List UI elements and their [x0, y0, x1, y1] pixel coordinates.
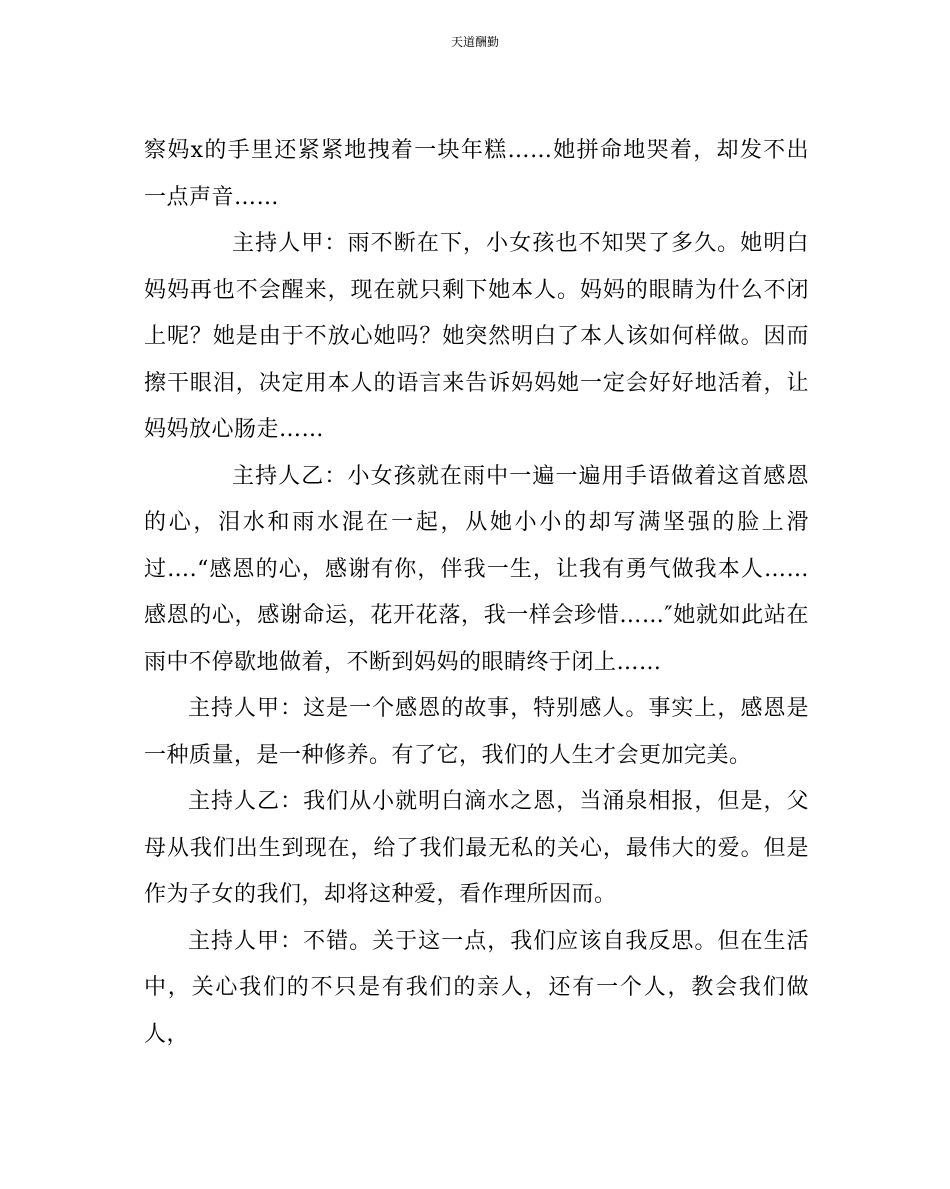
paragraph-6: 主持人甲：不错。关于这一点，我们应该自我反思。但在生活中，关心我们的不只是有我们的亲人，还有一个人，教会我们做人， [144, 928, 809, 1047]
paragraph-3: 主持人乙：小女孩就在雨中一遍一遍用手语做着这首感恩的心，泪水和雨水混在一起，从她小小的却写满坚强的脸上滑过….“感恩的心，感谢有你，伴我一生，让我有勇气做我本人……感恩的心，感谢命运，花开花落，我一样会珍惜……″她就如此站在雨中不停歇地做着，不断到妈妈的眼睛终于闭上…… [144, 463, 809, 675]
paragraph-2: 主持人甲：雨不断在下，小女孩也不知哭了多久。她明白妈妈再也不会醒来，现在就只剩下她本人。妈妈的眼睛为什么不闭上呢？她是由于不放心她吗？她突然明白了本人该如何样做。因而擦干眼泪，决定用本人的语言来告诉妈妈她一定会好好地活着，让妈妈放心肠走…… [144, 231, 809, 442]
paragraph-1: 察妈x的手里还紧紧地拽着一块年糕……她拼命地哭着，却发不出一点声音…… [144, 138, 809, 210]
page-header: 天道酬勤 [450, 35, 499, 49]
paragraph-5: 主持人乙：我们从小就明白滴水之恩，当涌泉相报，但是，父母从我们出生到现在，给了我们最无私的关心，最伟大的爱。但是作为子女的我们，却将这种爱，看作理所因而。 [144, 789, 809, 907]
document-body [144, 128, 809, 1058]
paragraph-4: 主持人甲：这是一个感恩的故事，特别感人。事实上，感恩是一种质量，是一种修养。有了它，我们的人生才会更加完美。 [144, 696, 809, 768]
